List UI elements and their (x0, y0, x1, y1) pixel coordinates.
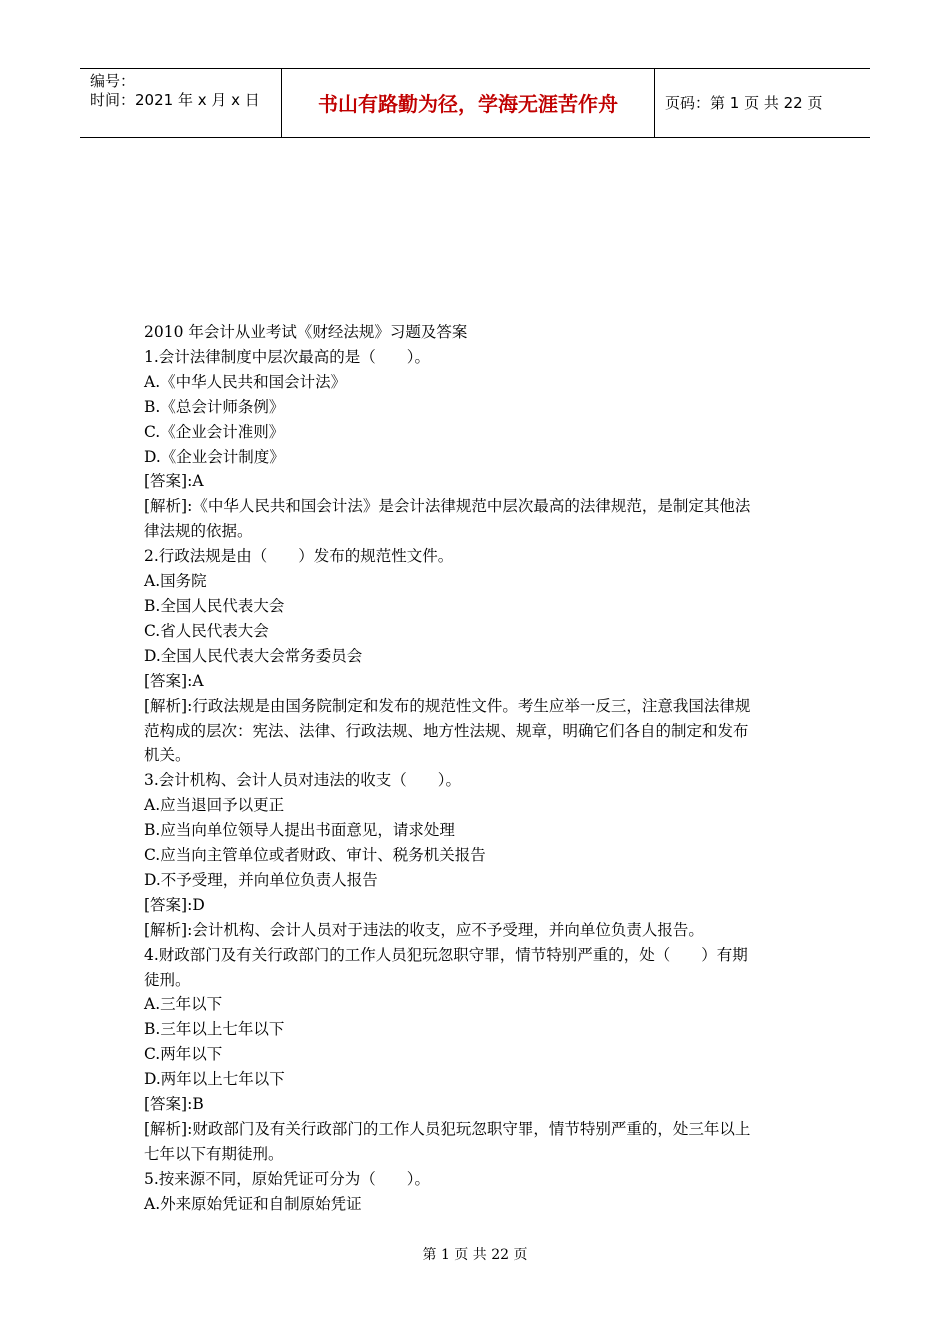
text-line: B.全国人民代表大会 (144, 596, 285, 615)
header-motto-cell (282, 69, 655, 137)
text-line: D.两年以上七年以下 (144, 1070, 285, 1089)
text-line: 2.行政法规是由（ ）发布的规范性文件。 (144, 547, 454, 566)
text-line: [答案]:A (144, 671, 204, 690)
header-page-info: 页码：第 1 页 共 22 页 (665, 94, 823, 112)
text-line: A.三年以下 (144, 995, 223, 1014)
text-line: A.外来原始凭证和自制原始凭证 (144, 1194, 362, 1213)
text-line: D.不予受理，并向单位负责人报告 (144, 870, 378, 889)
text-line: D.全国人民代表大会常务委员会 (144, 646, 363, 665)
document-number-label: 编号： (90, 72, 136, 90)
text-line: [解析]:《中华人民共和国会计法》是会计法律规范中层次最高的法律规范，是制定其他法 (144, 497, 751, 516)
header-meta-cell (80, 69, 282, 137)
text-line: [解析]:行政法规是由国务院制定和发布的规范性文件。考生应举一反三，注意我国法律规 (144, 696, 751, 715)
text-line: [解析]:财政部门及有关行政部门的工作人员犯玩忽职守罪，情节特别严重的，处三年以上 (144, 1120, 751, 1138)
text-line: 2010 年会计从业考试《财经法规》习题及答案 (144, 323, 468, 341)
text-line: [答案]:D (144, 895, 205, 914)
text-line: 范构成的层次：宪法、法律、行政法规、地方性法规、规章，明确它们各自的制定和发布 (144, 721, 749, 740)
text-line: A.国务院 (144, 572, 207, 591)
text-line: B.三年以上七年以下 (144, 1020, 285, 1039)
text-line: [答案]:B (144, 1095, 204, 1114)
page-header (80, 68, 870, 138)
text-line: D.《企业会计制度》 (144, 447, 285, 466)
text-line: 律法规的依据。 (144, 522, 253, 541)
text-line: [解析]:会计机构、会计人员对于违法的收支，应不予受理，并向单位负责人报告。 (144, 920, 704, 939)
text-line: 4.财政部门及有关行政部门的工作人员犯玩忽职守罪，情节特别严重的，处（ ）有期 (144, 945, 748, 964)
text-line: C.省人民代表大会 (144, 621, 269, 640)
text-line: A.应当退回予以更正 (144, 796, 285, 815)
text-line: B.应当向单位领导人提出书面意见，请求处理 (144, 821, 455, 840)
document-date-label: 时间：2021 年 x 月 x 日 (90, 91, 260, 109)
text-line: A.《中华人民共和国会计法》 (144, 372, 347, 391)
text-line: 5.按来源不同，原始凭证可分为（ ）。 (144, 1169, 431, 1188)
text-line: 3.会计机构、会计人员对违法的收支（ ）。 (144, 771, 462, 790)
page-footer: 第 1 页 共 22 页 (422, 1247, 528, 1263)
text-line: C.应当向主管单位或者财政、审计、税务机关报告 (144, 846, 486, 865)
header-page-cell (655, 69, 870, 137)
document-body (144, 320, 810, 1217)
text-line: [答案]:A (144, 472, 204, 491)
header-motto: 书山有路勤为径，学海无涯苦作舟 (318, 92, 618, 116)
text-line: 1.会计法律制度中层次最高的是（ ）。 (144, 347, 431, 366)
text-line: 七年以下有期徒刑。 (144, 1144, 284, 1163)
text-line: 徒刑。 (144, 970, 191, 989)
text-line: B.《总会计师条例》 (144, 397, 285, 416)
text-line: 机关。 (144, 746, 191, 765)
text-line: C.《企业会计准则》 (144, 422, 285, 441)
text-line: C.两年以下 (144, 1045, 223, 1064)
